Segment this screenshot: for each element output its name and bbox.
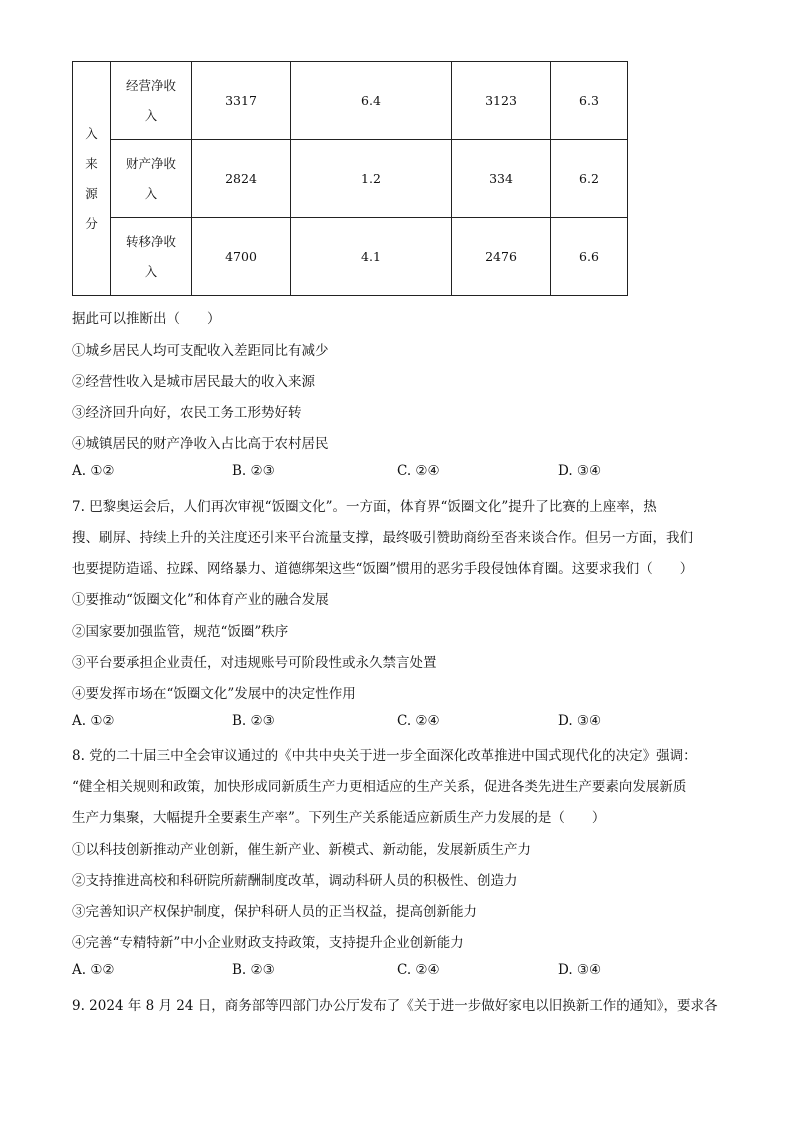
category-line: 入 [144,263,158,279]
q8-options [72,962,692,980]
q8-item: ②支持推进高校和科研院所薪酬制度改革，调动科研人员的积极性、创造力 [72,873,518,889]
table-cell: 334 [452,140,551,218]
q6-stem: 据此可以推断出（ ） [72,311,221,327]
table-cell: 2476 [452,218,551,296]
q7-stem-line: 搜、刷屏、持续上升的关注度还引来平台流量支撑，最终吸引赞助商纷至沓来谈合作。但另一方面，我们 [72,530,693,546]
option-d: D. ③④ [558,713,602,729]
table-cell: 6.6 [551,218,628,296]
option-a: A. ①② [72,713,115,729]
category-cell [111,140,192,218]
table-row [73,62,628,140]
table-cell: 6.4 [291,62,452,140]
table-cell: 4700 [192,218,291,296]
option-c: C. ②④ [397,463,440,479]
category-line: 转移净收 [125,233,176,249]
side-label-char: 分 [85,215,98,231]
q8-stem-line: “健全相关规则和政策，加快形成同新质生产力更相适应的生产关系，促进各类先进生产要素向发展新质 [72,779,687,795]
table-cell: 6.3 [551,62,628,140]
q7-item: ④要发挥市场在“饭圈文化”发展中的决定性作用 [72,686,356,702]
category-cell [111,62,192,140]
option-c: C. ②④ [397,962,440,978]
category-cell [111,218,192,296]
q7-options [72,713,692,731]
category-line: 入 [144,107,158,123]
q6-options [72,463,692,481]
q7-item: ①要推动“饭圈文化”和体育产业的融合发展 [72,592,329,608]
side-label-char: 入 [85,125,98,141]
q8-item: ①以科技创新推动产业创新，催生新产业、新模式、新动能，发展新质生产力 [72,842,531,858]
income-table [72,61,628,296]
q9-stem-line: 9. 2024 年 8 月 24 日，商务部等四部门办公厅发布了《关于进一步做好家电以旧换新工作的通知》，要求各 [72,998,718,1014]
table-cell: 6.2 [551,140,628,218]
q6-item: ③经济回升向好，农民工务工形势好转 [72,405,302,421]
q8-stem-line: 生产力集聚，大幅提升全要素生产率”。下列生产关系能适应新质生产力发展的是（ ） [72,810,606,826]
q6-item: ①城乡居民人均可支配收入差距同比有减少 [72,343,329,359]
q7-item: ③平台要承担企业责任，对违规账号可阶段性或永久禁言处置 [72,655,437,671]
table-cell: 2824 [192,140,291,218]
table-row [73,140,628,218]
q6-item: ②经营性收入是城市居民最大的收入来源 [72,374,315,390]
table-cell: 3123 [452,62,551,140]
category-line: 经营净收 [125,77,176,93]
q8-stem-line: 8. 党的二十届三中全会审议通过的《中共中央关于进一步全面深化改革推进中国式现代化的决定》强调： [72,748,697,764]
table-cell: 1.2 [291,140,452,218]
option-d: D. ③④ [558,962,602,978]
q7-stem-line: 7. 巴黎奥运会后，人们再次审视“饭圈文化”。一方面，体育界“饭圈文化”提升了比赛的上座率，热 [72,499,657,515]
q6-item: ④城镇居民的财产净收入占比高于农村居民 [72,436,329,452]
q7-stem-line: 也要提防造谣、拉踩、网络暴力、道德绑架这些“饭圈”惯用的恶劣手段侵蚀体育圈。这要求我们（ ） [72,561,694,577]
side-label-cell [73,62,111,296]
option-c: C. ②④ [397,713,440,729]
table-row [73,218,628,296]
side-label-char: 来 [85,155,98,171]
option-a: A. ①② [72,463,115,479]
option-b: B. ②③ [232,463,275,479]
category-line: 入 [144,185,158,201]
q8-item: ③完善知识产权保护制度，保护科研人员的正当权益，提高创新能力 [72,904,477,920]
option-a: A. ①② [72,962,115,978]
q7-item: ②国家要加强监管，规范“饭圈”秩序 [72,624,289,640]
option-d: D. ③④ [558,463,602,479]
category-line: 财产净收 [125,155,176,171]
option-b: B. ②③ [232,962,275,978]
side-label-char: 源 [85,185,98,201]
table-cell: 4.1 [291,218,452,296]
q8-item: ④完善“专精特新”中小企业财政支持政策，支持提升企业创新能力 [72,935,464,951]
table-cell: 3317 [192,62,291,140]
option-b: B. ②③ [232,713,275,729]
